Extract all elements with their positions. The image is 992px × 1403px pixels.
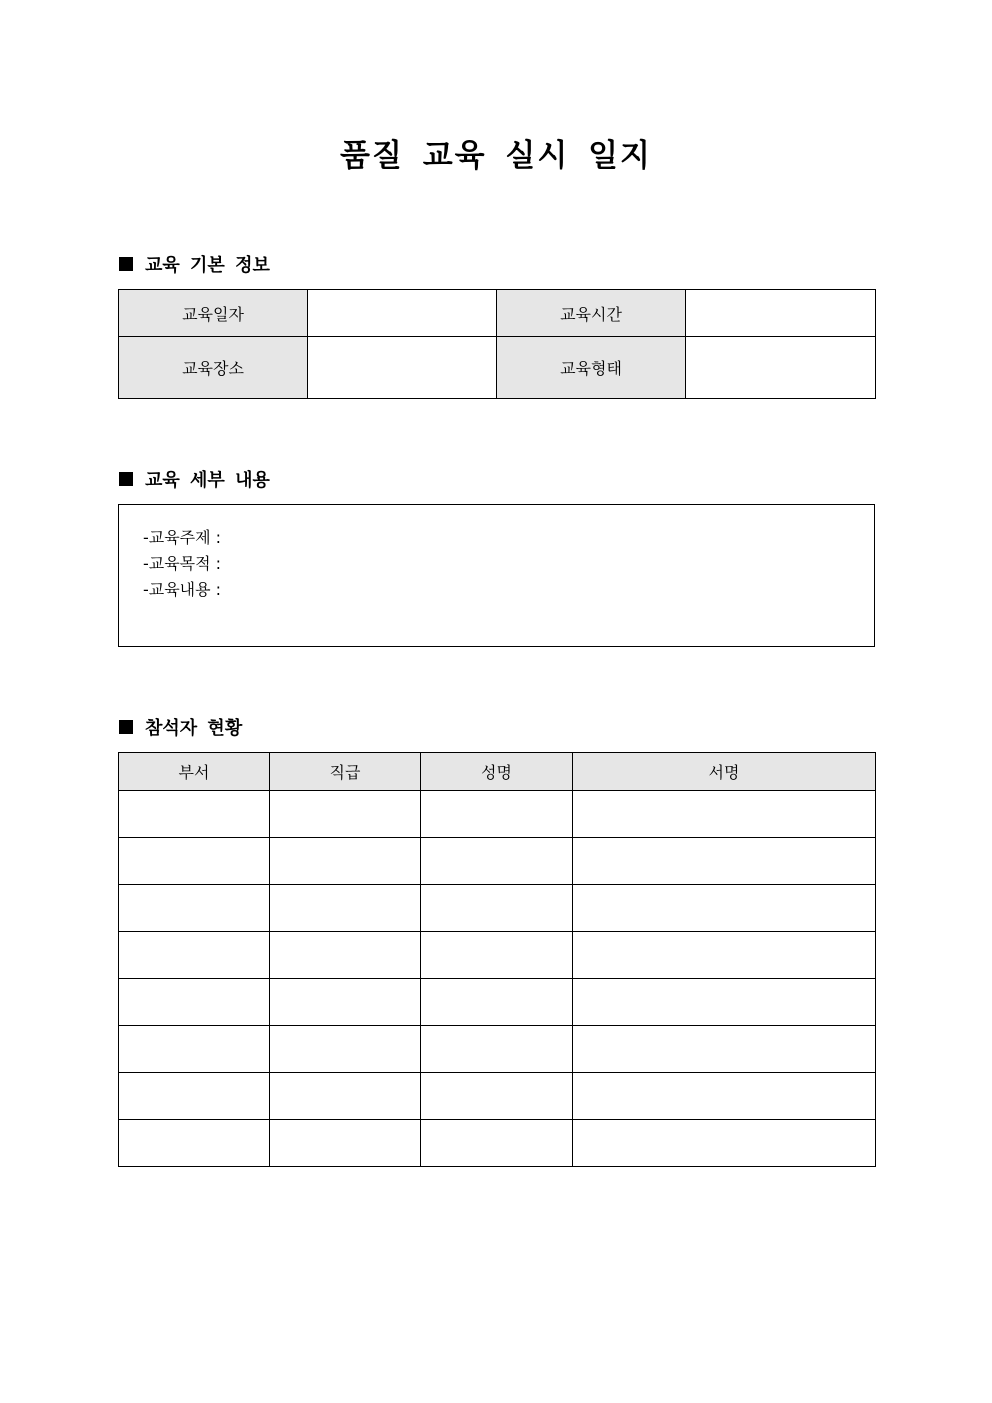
department-cell[interactable] [119, 979, 270, 1026]
education-place-label: 교육장소 [119, 337, 308, 399]
position-cell[interactable] [270, 791, 421, 838]
signature-cell[interactable] [573, 1026, 876, 1073]
department-cell[interactable] [119, 885, 270, 932]
education-type-label: 교육형태 [497, 337, 686, 399]
column-header-position: 직급 [270, 753, 421, 791]
name-cell[interactable] [421, 838, 573, 885]
education-time-label: 교육시간 [497, 290, 686, 337]
signature-cell[interactable] [573, 979, 876, 1026]
table-header-row [119, 753, 876, 791]
details-heading-text: 교육 세부 내용 [145, 470, 270, 491]
name-cell[interactable] [421, 932, 573, 979]
position-cell[interactable] [270, 932, 421, 979]
basic-info-table [118, 289, 876, 399]
table-row [119, 838, 876, 885]
table-row [119, 932, 876, 979]
position-cell[interactable] [270, 1120, 421, 1167]
table-row [119, 290, 876, 337]
position-cell[interactable] [270, 885, 421, 932]
basic-info-heading-text: 교육 기본 정보 [145, 255, 270, 276]
column-header-signature: 서명 [573, 753, 876, 791]
signature-cell[interactable] [573, 791, 876, 838]
name-cell[interactable] [421, 885, 573, 932]
education-content-line: -교육내용 : [143, 580, 222, 599]
department-cell[interactable] [119, 1120, 270, 1167]
basic-info-heading [119, 251, 270, 277]
education-place-field[interactable] [308, 337, 497, 399]
department-cell[interactable] [119, 838, 270, 885]
signature-cell[interactable] [573, 1120, 876, 1167]
name-cell[interactable] [421, 1120, 573, 1167]
department-cell[interactable] [119, 932, 270, 979]
table-row [119, 1026, 876, 1073]
education-purpose-line: -교육목적 : [143, 554, 222, 573]
square-bullet-icon [119, 472, 133, 486]
attendee-table [118, 752, 876, 1167]
signature-cell[interactable] [573, 932, 876, 979]
name-cell[interactable] [421, 1026, 573, 1073]
table-row [119, 885, 876, 932]
table-row [119, 979, 876, 1026]
signature-cell[interactable] [573, 1073, 876, 1120]
attendees-heading [119, 714, 242, 740]
education-time-field[interactable] [686, 290, 876, 337]
square-bullet-icon [119, 257, 133, 271]
details-heading [119, 466, 270, 492]
column-header-department: 부서 [119, 753, 270, 791]
education-date-label: 교육일자 [119, 290, 308, 337]
square-bullet-icon [119, 720, 133, 734]
signature-cell[interactable] [573, 885, 876, 932]
position-cell[interactable] [270, 979, 421, 1026]
table-row [119, 1073, 876, 1120]
position-cell[interactable] [270, 838, 421, 885]
department-cell[interactable] [119, 1026, 270, 1073]
position-cell[interactable] [270, 1073, 421, 1120]
name-cell[interactable] [421, 791, 573, 838]
name-cell[interactable] [421, 1073, 573, 1120]
table-row [119, 337, 876, 399]
position-cell[interactable] [270, 1026, 421, 1073]
details-box[interactable] [118, 504, 875, 647]
name-cell[interactable] [421, 979, 573, 1026]
column-header-name: 성명 [421, 753, 573, 791]
education-date-field[interactable] [308, 290, 497, 337]
table-row [119, 791, 876, 838]
department-cell[interactable] [119, 1073, 270, 1120]
department-cell[interactable] [119, 791, 270, 838]
education-type-field[interactable] [686, 337, 876, 399]
attendees-heading-text: 참석자 현황 [145, 718, 243, 739]
education-topic-line: -교육주제 : [143, 528, 222, 547]
document-title: 품질 교육 실시 일지 [340, 138, 652, 174]
signature-cell[interactable] [573, 838, 876, 885]
table-row [119, 1120, 876, 1167]
